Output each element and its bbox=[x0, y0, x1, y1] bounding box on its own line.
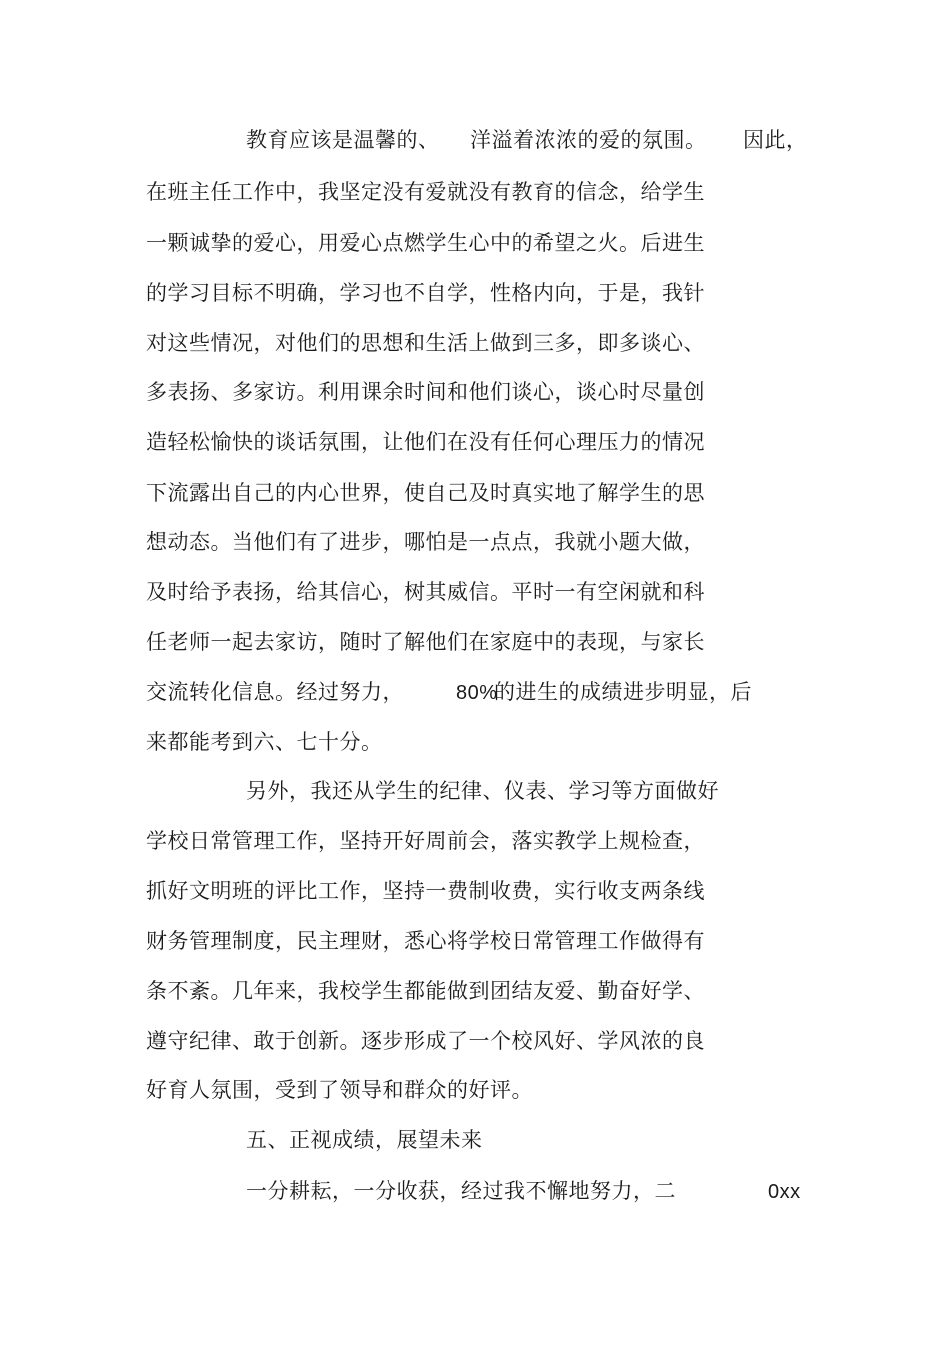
paragraph-1-line: 想动态。当他们有了进步，哪怕是一点点，我就小题大做， bbox=[146, 530, 705, 554]
section-heading: 五、正视成绩，展望未来 bbox=[246, 1128, 483, 1152]
paragraph-1-line: 及时给予表扬，给其信心，树其威信。平时一有空闲就和科 bbox=[146, 580, 705, 604]
text-segment: 的进生的成绩进步明显，后 bbox=[494, 680, 752, 704]
paragraph-2-line: 好育人氛围，受到了领导和群众的好评。 bbox=[146, 1078, 533, 1102]
paragraph-2-line: 抓好文明班的评比工作，坚持一费制收费，实行收支两条线 bbox=[146, 879, 705, 903]
text-segment: 交流转化信息。经过努力， bbox=[146, 680, 404, 704]
paragraph-2-line: 财务管理制度，民主理财，悉心将学校日常管理工作做得有 bbox=[146, 929, 705, 953]
paragraph-1-line: 造轻松愉快的谈话氛围，让他们在没有任何心理压力的情况 bbox=[146, 430, 705, 454]
year-fragment: 0xx bbox=[768, 1181, 801, 1203]
paragraph-1-line-last: 来都能考到六、七十分。 bbox=[146, 730, 383, 754]
paragraph-1-line: 在班主任工作中，我坚定没有爱就没有教育的信念，给学生 bbox=[146, 180, 705, 204]
text-segment: 一分耕耘，一分收获，经过我不懈地努力，二 bbox=[246, 1179, 676, 1203]
paragraph-2-line: 条不紊。几年来，我校学生都能做到团结友爱、勤奋好学、 bbox=[146, 979, 705, 1003]
text-segment: 教育应该是温馨的、 bbox=[246, 128, 440, 152]
percentage-value: 80% bbox=[456, 682, 498, 704]
paragraph-2-line: 遵守纪律、敢于创新。逐步形成了一个校风好、学风浓的良 bbox=[146, 1029, 705, 1053]
paragraph-1-line: 下流露出自己的内心世界，使自己及时真实地了解学生的思 bbox=[146, 481, 705, 505]
paragraph-1-line: 对这些情况，对他们的思想和生活上做到三多，即多谈心、 bbox=[146, 331, 705, 355]
paragraph-1-line: 任老师一起去家访，随时了解他们在家庭中的表现，与家长 bbox=[146, 630, 705, 654]
paragraph-2-line-1: 另外，我还从学生的纪律、仪表、学习等方面做好 bbox=[246, 779, 719, 803]
paragraph-1-line: 一颗诚挚的爱心，用爱心点燃学生心中的希望之火。后进生 bbox=[146, 231, 705, 255]
text-segment: 洋溢着浓浓的爱的氛围。 bbox=[470, 128, 707, 152]
paragraph-2-line: 学校日常管理工作，坚持开好周前会，落实教学上规检查， bbox=[146, 829, 705, 853]
text-segment: 因此， bbox=[743, 128, 808, 152]
paragraph-1-line: 多表扬、多家访。利用课余时间和他们谈心，谈心时尽量创 bbox=[146, 380, 705, 404]
paragraph-1-line: 的学习目标不明确，学习也不自学，性格内向，于是，我针 bbox=[146, 281, 705, 305]
